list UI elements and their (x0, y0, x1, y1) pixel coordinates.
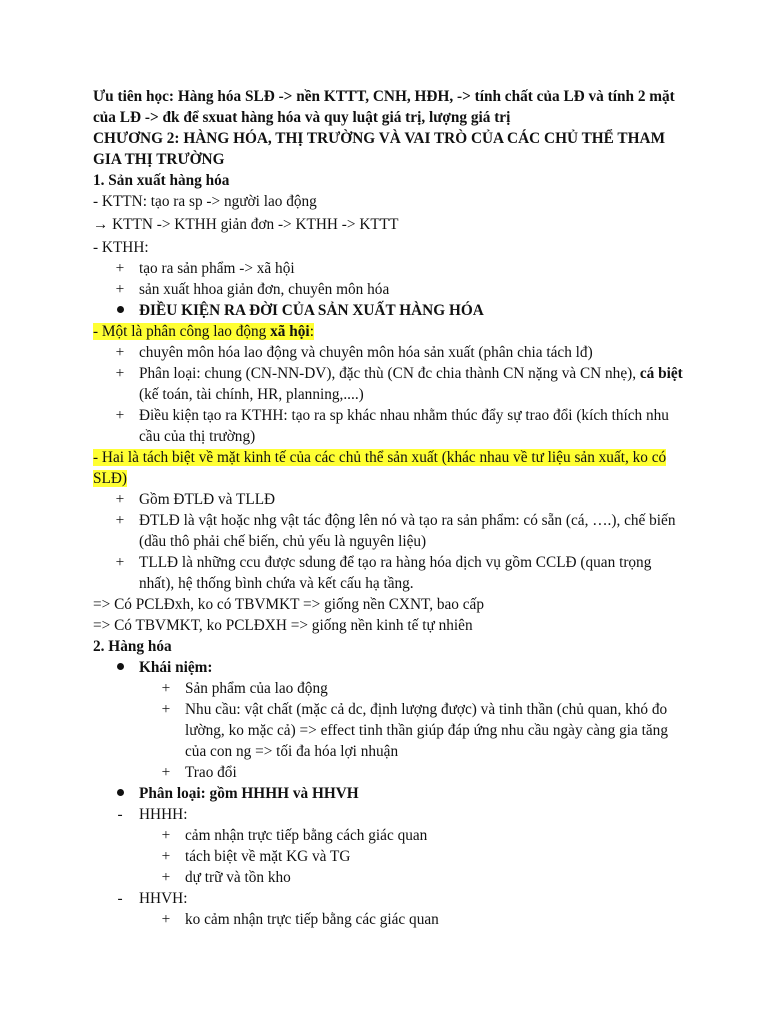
list-item-text: ko cảm nhận trực tiếp bằng các giác quan (185, 911, 439, 928)
plus-marker: + (115, 554, 125, 571)
concept-heading: Khái niệm: (93, 657, 683, 678)
list-item (93, 279, 683, 300)
list-item (93, 552, 683, 594)
kttn-line: - KTTN: tạo ra sp -> người lao động (93, 193, 317, 210)
classification-heading: Phân loại: gồm HHHH và HHVH (93, 783, 683, 804)
bullet-dot-icon (113, 657, 127, 678)
dash-marker: - (117, 806, 123, 823)
list-item (93, 258, 683, 279)
list-item-text: dự trữ và tồn kho (185, 869, 291, 886)
plus-marker: + (115, 260, 125, 277)
document-page (93, 86, 683, 930)
list-item-text: ĐTLĐ là vật hoặc nhg vật tác động lên nó và tạo ra sản phẩm: có sẵn (cá, ….), chế biến (dầu thô phải chế biến, chủ yếu là nguyên liệu) (139, 512, 676, 550)
bullet-dot-icon (113, 300, 127, 321)
list-item-text: Phân loại: chung (CN-NN-DV), đặc thù (CN đc chia thành CN nặng và CN nhẹ), cá biệt (kế toán, tài chính, HR, planning,....) (139, 365, 683, 403)
list-item-text: Sản phẩm của lao động (185, 680, 328, 697)
list-item (93, 678, 683, 699)
plus-marker: + (161, 848, 171, 865)
kthh-line: - KTHH: (93, 239, 149, 256)
economy-progression-line: → KTTN -> KTHH giản đơn -> KTHH -> KTTT (93, 216, 399, 233)
list-item-text: Trao đổi (185, 764, 237, 781)
plus-marker: + (115, 407, 125, 424)
list-item-text: sản xuất hhoa giản đơn, chuyên môn hóa (139, 281, 390, 298)
bullet-dot-icon (113, 783, 127, 804)
plus-marker: + (115, 491, 125, 508)
list-item-text: tạo ra sản phẩm -> xã hội (139, 260, 295, 277)
hhhh-label: - HHHH: (93, 804, 683, 825)
chapter-title: CHƯƠNG 2: HÀNG HÓA, THỊ TRƯỜNG VÀ VAI TRÒ CỦA CÁC CHỦ THỂ THAM GIA THỊ TRƯỜNG (93, 130, 666, 168)
list-item (93, 510, 683, 552)
conditions-heading: ĐIỀU KIỆN RA ĐỜI CỦA SẢN XUẤT HÀNG HÓA (93, 300, 683, 321)
condition-2: - Hai là tách biệt về mặt kinh tế của các chủ thể sản xuất (khác nhau về tư liệu sản xuất, ko có SLĐ) (93, 449, 667, 487)
list-item-text: Gồm ĐTLĐ và TLLĐ (139, 491, 276, 508)
plus-marker: + (161, 680, 171, 697)
list-item (93, 825, 683, 846)
list-item (93, 363, 683, 405)
hhvh-label: - HHVH: (93, 888, 683, 909)
plus-marker: + (161, 827, 171, 844)
list-item (93, 342, 683, 363)
plus-marker: + (115, 281, 125, 298)
plus-marker: + (161, 701, 171, 718)
plus-marker: + (115, 365, 125, 382)
result-line-1: => Có PCLĐxh, ko có TBVMKT => giống nền CXNT, bao cấp (93, 596, 484, 613)
section-2-title: 2. Hàng hóa (93, 638, 172, 655)
list-item (93, 489, 683, 510)
list-item-text: cảm nhận trực tiếp bằng cách giác quan (185, 827, 428, 844)
list-item (93, 762, 683, 783)
list-item-text: Điều kiện tạo ra KTHH: tạo ra sp khác nhau nhằm thúc đẩy sự trao đổi (kích thích nhu cầu của thị trường) (139, 407, 669, 445)
plus-marker: + (115, 512, 125, 529)
list-item-text: chuyên môn hóa lao động và chuyên môn hóa sản xuất (phân chia tách lđ) (139, 344, 593, 361)
dash-marker: - (117, 890, 123, 907)
priority-note: Ưu tiên học: Hàng hóa SLĐ -> nền KTTT, CNH, HĐH, -> tính chất của LĐ và tính 2 mặt của LĐ -> đk để sxuat hàng hóa và quy luật giá trị, lượng giá trị (93, 88, 675, 126)
result-line-2: => Có TBVMKT, ko PCLĐXH => giống nền kinh tế tự nhiên (93, 617, 473, 634)
list-item (93, 846, 683, 867)
plus-marker: + (161, 764, 171, 781)
list-item-text: tách biệt về mặt KG và TG (185, 848, 351, 865)
list-item-text: Nhu cầu: vật chất (mặc cả dc, định lượng được) và tinh thần (chủ quan, khó đo lường, ko mặc cả) => effect tinh thần giúp đáp ứng nhu cầu ngày càng gia tăng của con ng => tối đa hóa lợi nhuận (185, 701, 668, 760)
condition-1: - Một là phân công lao động xã hội: (93, 323, 314, 340)
plus-marker: + (115, 344, 125, 361)
plus-marker: + (161, 911, 171, 928)
list-item (93, 405, 683, 447)
list-item (93, 909, 683, 930)
list-item-text: TLLĐ là những ccu được sdung để tạo ra hàng hóa dịch vụ gồm CCLĐ (quan trọng nhất), hệ thống bình chứa và kết cấu hạ tầng. (139, 554, 652, 592)
plus-marker: + (161, 869, 171, 886)
list-item (93, 699, 683, 762)
list-item (93, 867, 683, 888)
section-1-title: 1. Sản xuất hàng hóa (93, 172, 230, 189)
